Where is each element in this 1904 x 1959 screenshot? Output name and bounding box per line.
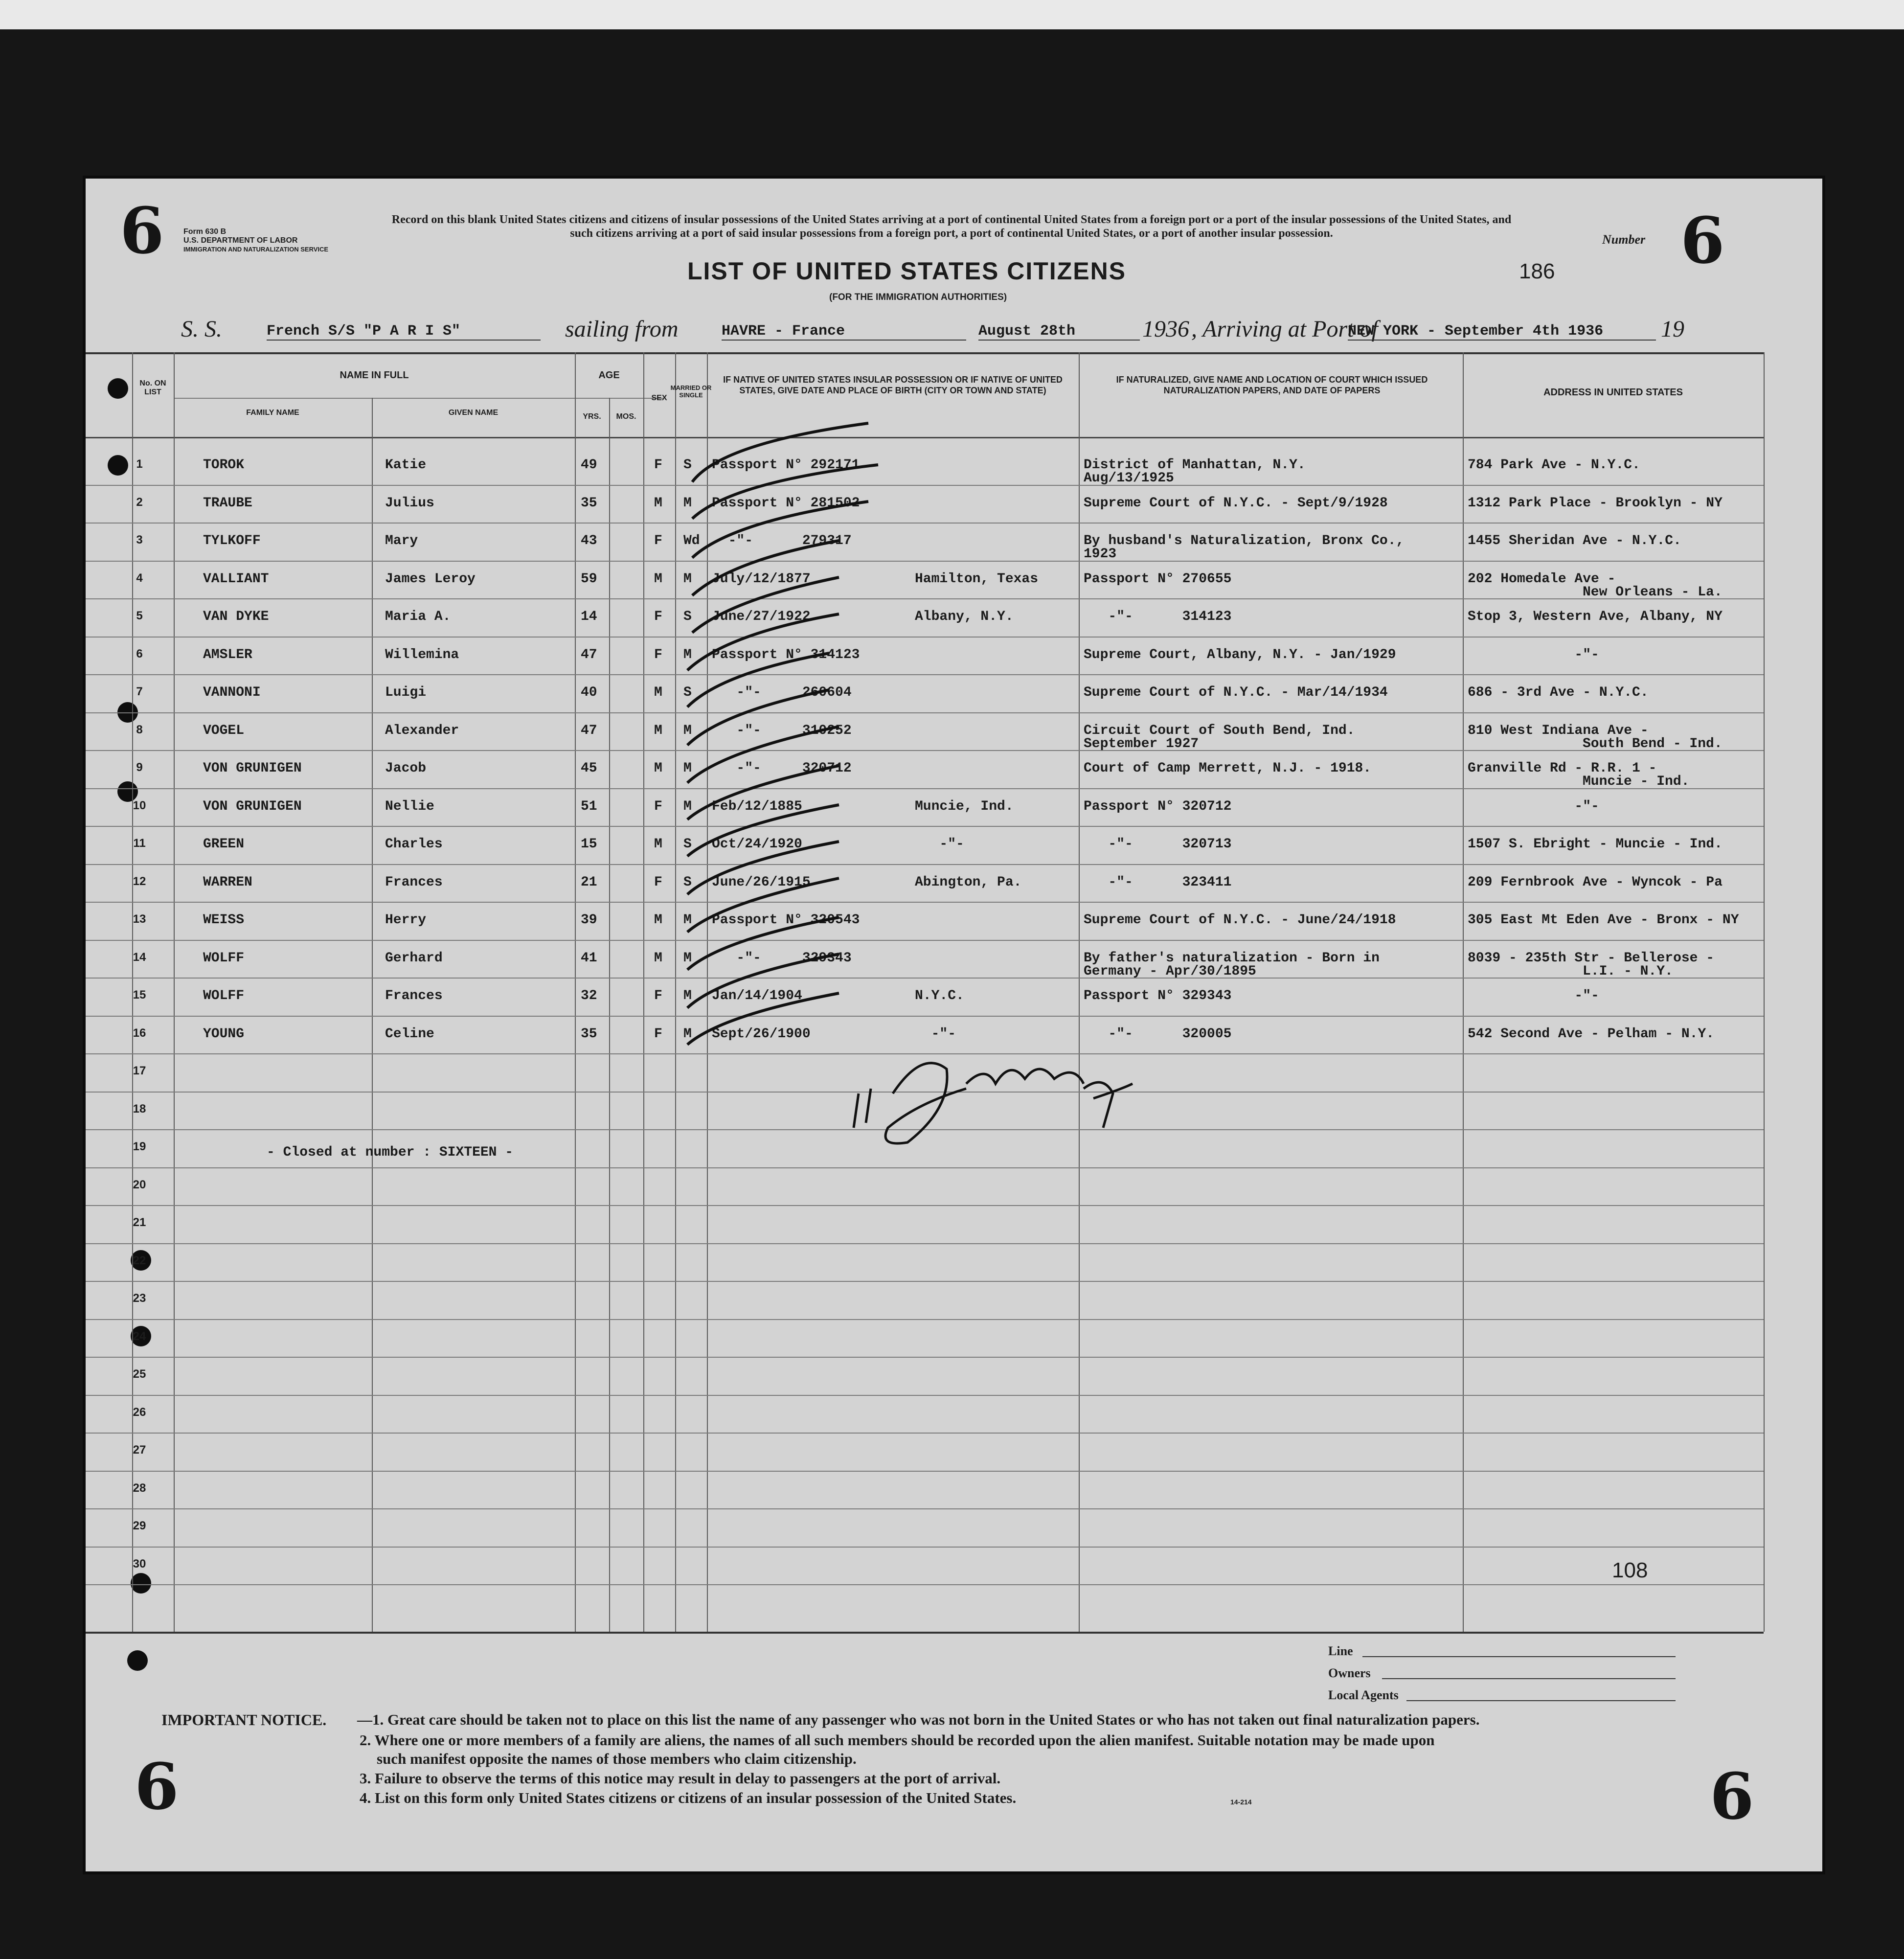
given-name: Julius xyxy=(385,495,434,511)
closing-note: - Closed at number : SIXTEEN - xyxy=(267,1145,514,1160)
sex: M xyxy=(654,912,662,928)
row-rule xyxy=(86,1357,1764,1358)
naturalization-court-line2: Germany - Apr/30/1895 xyxy=(1084,963,1256,979)
punch-hole xyxy=(127,1650,148,1671)
year-suffix: 19 xyxy=(1661,316,1684,342)
family-name: WOLFF xyxy=(203,988,245,1003)
scanner-top-bar xyxy=(0,0,1904,29)
family-name: AMSLER xyxy=(203,647,252,662)
row-rule xyxy=(86,750,1764,751)
checkmark xyxy=(687,993,839,1045)
age-years: 49 xyxy=(581,457,597,473)
age-years: 35 xyxy=(581,1026,597,1042)
row-number: 24 xyxy=(133,1329,146,1343)
marital-status: S xyxy=(683,874,692,890)
birth-place: -"- xyxy=(915,1026,956,1042)
family-name: TOROK xyxy=(203,457,245,473)
stamp-number: 186 xyxy=(1519,259,1555,283)
birth-place: -"- xyxy=(915,837,964,852)
given-name: James Leroy xyxy=(385,571,476,587)
sex: F xyxy=(654,533,662,548)
checkmark xyxy=(692,423,868,482)
sex: F xyxy=(654,874,662,890)
header-name-in-full: NAME IN FULL xyxy=(340,370,409,381)
row-number: 11 xyxy=(133,837,146,850)
row-number: 3 xyxy=(136,533,143,547)
naturalization-court: Passport N° 320712 xyxy=(1084,798,1232,814)
row-number: 5 xyxy=(136,609,143,622)
marital-status: M xyxy=(683,912,692,928)
given-name: Herry xyxy=(385,912,427,928)
marital-status: S xyxy=(683,609,692,624)
header-mos: MOS. xyxy=(616,412,636,421)
family-name: VALLIANT xyxy=(203,571,269,587)
col-line xyxy=(174,352,175,1632)
address-line2: Muncie - Ind. xyxy=(1583,774,1690,789)
naturalization-court: Supreme Court, Albany, N.Y. - Jan/1929 xyxy=(1084,647,1396,662)
naturalization-court-line2: Aug/13/1925 xyxy=(1084,471,1174,486)
row-rule xyxy=(86,485,1764,486)
line-underline xyxy=(1362,1656,1676,1657)
family-name: VON GRUNIGEN xyxy=(203,761,302,776)
number-label: Number xyxy=(1602,232,1646,247)
col-line xyxy=(372,398,373,1632)
naturalization-court: By husband's Naturalization, Bronx Co., xyxy=(1084,533,1405,548)
checkmark xyxy=(687,917,839,970)
marital-status: M xyxy=(683,988,692,1003)
col-line xyxy=(1764,352,1765,1632)
row-number: 13 xyxy=(133,912,146,926)
row-rule xyxy=(86,978,1764,979)
sailing-label: sailing from xyxy=(565,316,679,342)
naturalization-court: -"- 320713 xyxy=(1084,837,1232,852)
table-bottom-border xyxy=(86,1632,1764,1634)
marital-status: M xyxy=(683,761,692,776)
header-birth: IF NATIVE OF UNITED STATES INSULAR POSSESSION OR IF NATIVE OF UNITED STATES, GIVE DATE AND PLACE OF BIRTH (CITY OR TOWN AND STATE) xyxy=(723,375,1063,395)
sex: M xyxy=(654,685,662,700)
naturalization-court: -"- 320005 xyxy=(1084,1026,1232,1042)
birth-or-passport: -"- 329343 xyxy=(712,950,852,966)
corner-number-bottom-right: 6 xyxy=(1710,1759,1754,1834)
row-number: 16 xyxy=(133,1026,146,1040)
age-years: 45 xyxy=(581,761,597,776)
address: 305 East Mt Eden Ave - Bronx - NY xyxy=(1468,912,1739,928)
given-name: Maria A. xyxy=(385,609,451,624)
checkmark xyxy=(687,727,839,783)
header-family-name: FAMILY NAME xyxy=(246,409,299,417)
family-name: TYLKOFF xyxy=(203,533,261,548)
marital-status: S xyxy=(683,457,692,473)
checkmark xyxy=(687,690,829,745)
row-number: 7 xyxy=(136,685,143,698)
header-address: ADDRESS IN UNITED STATES xyxy=(1543,387,1683,398)
row-number: 2 xyxy=(136,495,143,509)
row-number: 10 xyxy=(133,798,146,812)
address: -"- xyxy=(1468,647,1599,662)
row-number: 27 xyxy=(133,1443,146,1457)
row-number: 22 xyxy=(133,1253,146,1267)
owners-underline xyxy=(1382,1678,1676,1679)
age-years: 40 xyxy=(581,685,597,700)
sex: M xyxy=(654,837,662,852)
row-number: 12 xyxy=(133,874,146,888)
row-number: 8 xyxy=(136,723,143,736)
address: -"- xyxy=(1468,798,1599,814)
naturalization-court-line2: September 1927 xyxy=(1084,736,1199,752)
birth-or-passport: -"- 310252 xyxy=(712,723,852,738)
row-number: 18 xyxy=(133,1102,146,1116)
sex: M xyxy=(654,571,662,587)
line-label: Line xyxy=(1328,1644,1353,1658)
header-no: No. ON LIST xyxy=(139,379,166,396)
table-top-border xyxy=(86,352,1764,354)
naturalization-court: -"- 323411 xyxy=(1084,874,1232,890)
family-name: WEISS xyxy=(203,912,245,928)
row-rule xyxy=(86,1547,1764,1548)
address: Stop 3, Western Ave, Albany, NY xyxy=(1468,609,1723,624)
family-name: VANNONI xyxy=(203,685,261,700)
marital-status: S xyxy=(683,685,692,700)
marital-status: S xyxy=(683,837,692,852)
naturalization-court: Passport N° 270655 xyxy=(1084,571,1232,587)
address: 1507 S. Ebright - Muncie - Ind. xyxy=(1468,837,1723,852)
row-rule xyxy=(86,788,1764,789)
row-rule xyxy=(86,1243,1764,1244)
address: -"- xyxy=(1468,988,1599,1003)
age-years: 14 xyxy=(581,609,597,624)
given-name: Mary xyxy=(385,533,418,548)
row-number: 21 xyxy=(133,1216,146,1229)
marital-status: M xyxy=(683,495,692,511)
address: 1312 Park Place - Brooklyn - NY xyxy=(1468,495,1723,511)
sex: F xyxy=(654,988,662,1003)
row-rule xyxy=(86,826,1764,827)
header-bottom-border xyxy=(86,437,1764,438)
row-number: 28 xyxy=(133,1481,146,1495)
birth-place: Abington, Pa. xyxy=(915,874,1022,890)
marital-status: Wd xyxy=(683,533,700,548)
row-rule xyxy=(86,674,1764,675)
marital-status: M xyxy=(683,571,692,587)
age-years: 51 xyxy=(581,798,597,814)
check-marks-group xyxy=(687,423,878,1045)
row-rule xyxy=(86,561,1764,562)
row-number: 1 xyxy=(136,457,143,471)
number-value: 6 xyxy=(1680,203,1725,278)
naturalization-court: Supreme Court of N.Y.C. - Sept/9/1928 xyxy=(1084,495,1388,511)
arriving-label: , Arriving at Port of xyxy=(1191,316,1378,342)
address-line2: New Orleans - La. xyxy=(1583,584,1723,600)
sex: F xyxy=(654,647,662,662)
address-line2: L.I. - N.Y. xyxy=(1583,963,1673,979)
header-yrs: YRS. xyxy=(583,412,601,421)
age-years: 35 xyxy=(581,495,597,511)
sex: M xyxy=(654,495,662,511)
row-rule xyxy=(86,864,1764,865)
header-naturalized: IF NATURALIZED, GIVE NAME AND LOCATION OF COURT WHICH ISSUED NATURALIZATION PAPERS, AND DATE OF PAPERS xyxy=(1116,375,1428,395)
manifest-page xyxy=(86,179,1822,1871)
row-rule xyxy=(86,1584,1764,1585)
header-sex: SEX xyxy=(651,394,667,402)
sex: F xyxy=(654,798,662,814)
punch-hole xyxy=(108,378,128,399)
address: 202 Homedale Ave - xyxy=(1468,571,1616,587)
birth-or-passport: -"- 260604 xyxy=(712,685,852,700)
checkmark xyxy=(692,541,839,595)
birth-or-passport: Passport N° 320543 xyxy=(712,912,860,928)
given-name: Celine xyxy=(385,1026,434,1042)
naturalization-court: Supreme Court of N.Y.C. - June/24/1918 xyxy=(1084,912,1396,928)
checkmark xyxy=(687,805,839,856)
age-years: 39 xyxy=(581,912,597,928)
naturalization-court: Supreme Court of N.Y.C. - Mar/14/1934 xyxy=(1084,685,1388,700)
sex: M xyxy=(654,950,662,966)
birth-or-passport: -"- 320712 xyxy=(712,761,852,776)
row-rule xyxy=(86,598,1764,599)
ship-name: French S/S "P A R I S" xyxy=(267,323,541,341)
notice-3: 3. Failure to observe the terms of this notice may result in delay to passengers at the port of arrival. xyxy=(360,1770,1001,1787)
row-number: 15 xyxy=(133,988,146,1002)
birth-place: Albany, N.Y. xyxy=(915,609,1014,624)
birth-or-passport: Passport N° 292171 xyxy=(712,457,860,473)
given-name: Alexander xyxy=(385,723,459,738)
checkmark xyxy=(687,653,829,707)
agents-underline xyxy=(1406,1700,1676,1701)
birth-or-passport: Passport N° 281502 xyxy=(712,495,860,511)
address: 784 Park Ave - N.Y.C. xyxy=(1468,457,1640,473)
print-code: 14-214 xyxy=(1230,1798,1252,1806)
service: IMMIGRATION AND NATURALIZATION SERVICE xyxy=(183,246,329,253)
birth-or-passport: Sept/26/1900 xyxy=(712,1026,811,1042)
department: U.S. DEPARTMENT OF LABOR xyxy=(183,236,298,245)
birth-or-passport: July/12/1877 xyxy=(712,571,811,587)
naturalization-court: Passport N° 329343 xyxy=(1084,988,1232,1003)
family-name: GREEN xyxy=(203,837,245,852)
given-name: Frances xyxy=(385,874,443,890)
address-line2: South Bend - Ind. xyxy=(1583,736,1723,752)
given-name: Willemina xyxy=(385,647,459,662)
year-prefix: 1936 xyxy=(1142,316,1189,342)
header-divider xyxy=(174,398,663,399)
row-number: 25 xyxy=(133,1367,146,1381)
header-given-name: GIVEN NAME xyxy=(448,409,499,417)
row-rule xyxy=(86,902,1764,903)
header-age: AGE xyxy=(598,370,620,381)
form-title: LIST OF UNITED STATES CITIZENS xyxy=(687,257,1127,285)
punch-hole xyxy=(131,1573,151,1594)
birth-or-passport: Feb/12/1885 xyxy=(712,798,802,814)
row-rule xyxy=(86,712,1764,713)
naturalization-court: District of Manhattan, N.Y. xyxy=(1084,457,1306,473)
given-name: Luigi xyxy=(385,685,427,700)
naturalization-court: -"- 314123 xyxy=(1084,609,1232,624)
row-rule xyxy=(86,1395,1764,1396)
given-name: Gerhard xyxy=(385,950,443,966)
sex: F xyxy=(654,457,662,473)
row-number: 17 xyxy=(133,1064,146,1077)
family-name: VON GRUNIGEN xyxy=(203,798,302,814)
notice-title: IMPORTANT NOTICE. xyxy=(161,1711,327,1729)
checkmark xyxy=(687,878,839,932)
family-name: VAN DYKE xyxy=(203,609,269,624)
arrival: NEW YORK - September 4th 1936 xyxy=(1348,323,1656,341)
address: 1455 Sheridan Ave - N.Y.C. xyxy=(1468,533,1681,548)
age-years: 59 xyxy=(581,571,597,587)
age-years: 47 xyxy=(581,723,597,738)
age-years: 47 xyxy=(581,647,597,662)
row-rule xyxy=(86,1016,1764,1017)
marital-status: M xyxy=(683,1026,692,1042)
form-id: Form 630 B xyxy=(183,228,227,236)
address: 8039 - 235th Str - Bellerose - xyxy=(1468,950,1715,966)
checkmark xyxy=(687,614,839,670)
row-rule xyxy=(86,1433,1764,1434)
marital-status: M xyxy=(683,723,692,738)
row-number: 30 xyxy=(133,1557,146,1571)
birth-or-passport: Jan/14/1904 xyxy=(712,988,802,1003)
col-line xyxy=(1463,352,1464,1632)
sex: F xyxy=(654,609,662,624)
checkmark xyxy=(692,465,878,519)
sex: M xyxy=(654,761,662,776)
row-rule xyxy=(86,1508,1764,1509)
given-name: Frances xyxy=(385,988,443,1003)
row-rule xyxy=(86,1281,1764,1282)
checkmark xyxy=(687,954,839,1008)
sex: M xyxy=(654,723,662,738)
owners-label: Owners xyxy=(1328,1666,1371,1680)
header-married: MARRIED OR SINGLE xyxy=(670,384,712,399)
row-number: 29 xyxy=(133,1519,146,1532)
birth-place: Muncie, Ind. xyxy=(915,798,1014,814)
family-name: WARREN xyxy=(203,874,252,890)
checkmark xyxy=(687,842,839,894)
row-number: 4 xyxy=(136,571,143,585)
naturalization-court-line2: 1923 xyxy=(1084,547,1117,562)
address: 209 Fernbrook Ave - Wyncok - Pa xyxy=(1468,874,1723,890)
col-line xyxy=(1079,352,1080,1632)
row-number: 26 xyxy=(133,1405,146,1419)
row-number: 14 xyxy=(133,950,146,964)
address: 542 Second Ave - Pelham - N.Y. xyxy=(1468,1026,1715,1042)
corner-number-bottom-left: 6 xyxy=(135,1749,179,1824)
row-number: 19 xyxy=(133,1140,146,1153)
row-rule xyxy=(86,1205,1764,1206)
notice-4: 4. List on this form only United States citizens or citizens of an insular possession of the United States. xyxy=(360,1789,1017,1806)
family-name: WOLFF xyxy=(203,950,245,966)
age-years: 43 xyxy=(581,533,597,548)
naturalization-court: Court of Camp Merrett, N.J. - 1918. xyxy=(1084,761,1372,776)
from-port: HAVRE - France xyxy=(722,323,966,341)
birth-or-passport: Passport N° 314123 xyxy=(712,647,860,662)
birth-or-passport: June/26/1915 xyxy=(712,874,811,890)
sail-date: August 28th xyxy=(978,323,1140,341)
address: 810 West Indiana Ave - xyxy=(1468,723,1649,738)
birth-or-passport: June/27/1922 xyxy=(712,609,811,624)
notice-2b: such manifest opposite the names of those members who claim citizenship. xyxy=(377,1750,857,1767)
local-agents-label: Local Agents xyxy=(1328,1688,1399,1702)
address: Granville Rd - R.R. 1 - xyxy=(1468,761,1657,776)
age-years: 41 xyxy=(581,950,597,966)
intro-text: Record on this blank United States citizens and citizens of insular possessions of the United States arriving at a port of continental United States from a foreign port or a port of the insular possessions of the United States, and such citizens arriving at a port of said insular possessions from a foreign port, a port of continental United States, or a port of another insular possession. xyxy=(391,213,1512,240)
birth-or-passport: -"- 279317 xyxy=(712,533,852,548)
family-name: VOGEL xyxy=(203,723,245,738)
checkmark xyxy=(692,501,868,558)
notice-2: 2. Where one or more members of a family are aliens, the names of all such members should be recorded upon the alien manifest. Suitable notation may be made upon xyxy=(360,1731,1435,1749)
row-rule xyxy=(86,523,1764,524)
form-subtitle: (FOR THE IMMIGRATION AUTHORITIES) xyxy=(829,292,1007,302)
page-number: 108 xyxy=(1612,1558,1648,1582)
handwritten-signature xyxy=(849,1030,1142,1147)
given-name: Nellie xyxy=(385,798,434,814)
row-rule xyxy=(86,1319,1764,1320)
row-number: 20 xyxy=(133,1178,146,1191)
marital-status: M xyxy=(683,647,692,662)
notice-1: —1. Great care should be taken not to place on this list the name of any passenger who was not born in the United States or who has not taken out final naturalization papers. xyxy=(357,1711,1480,1728)
row-number: 9 xyxy=(136,761,143,774)
checkmark xyxy=(692,577,839,633)
age-years: 15 xyxy=(581,837,597,852)
ss-label: S. S. xyxy=(181,316,222,342)
corner-number: 6 xyxy=(120,193,164,268)
birth-place: N.Y.C. xyxy=(915,988,964,1003)
checkmark xyxy=(687,766,839,820)
given-name: Jacob xyxy=(385,761,427,776)
birth-place: Hamilton, Texas xyxy=(915,571,1039,587)
row-number: 6 xyxy=(136,647,143,661)
family-name: YOUNG xyxy=(203,1026,245,1042)
sex: F xyxy=(654,1026,662,1042)
naturalization-court: Circuit Court of South Bend, Ind. xyxy=(1084,723,1355,738)
age-years: 32 xyxy=(581,988,597,1003)
age-years: 21 xyxy=(581,874,597,890)
row-rule xyxy=(86,940,1764,941)
birth-or-passport: Oct/24/1920 xyxy=(712,837,802,852)
family-name: TRAUBE xyxy=(203,495,252,511)
marital-status: M xyxy=(683,950,692,966)
address: 686 - 3rd Ave - N.Y.C. xyxy=(1468,685,1649,700)
row-rule xyxy=(86,637,1764,638)
row-rule xyxy=(86,1471,1764,1472)
given-name: Charles xyxy=(385,837,443,852)
given-name: Katie xyxy=(385,457,427,473)
marital-status: M xyxy=(683,798,692,814)
row-number: 23 xyxy=(133,1292,146,1305)
row-rule xyxy=(86,1167,1764,1168)
naturalization-court: By father's naturalization - Born in xyxy=(1084,950,1380,966)
